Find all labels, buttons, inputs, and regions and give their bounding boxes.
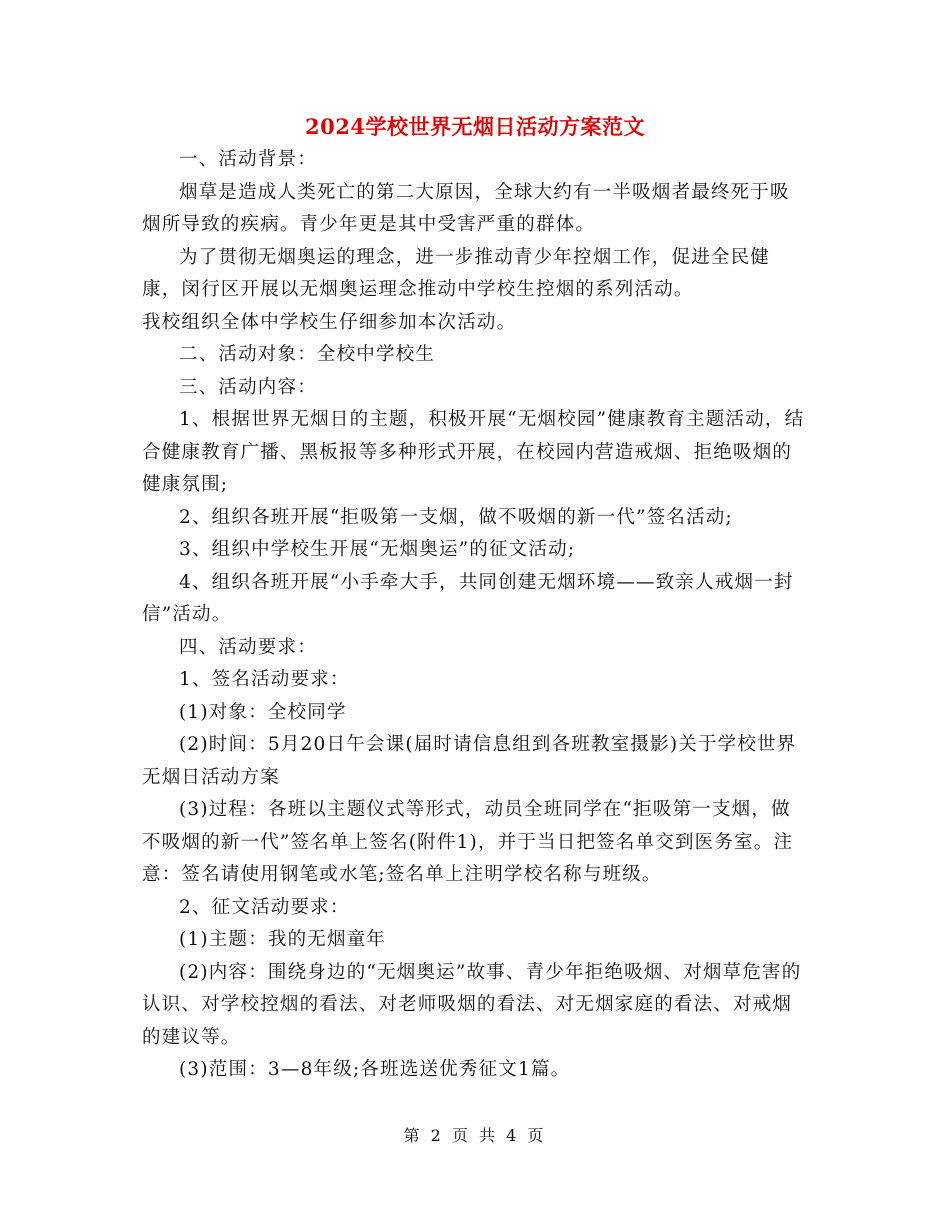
content-item-3: 3、组织中学校生开展“无烟奥运”的征文活动; (179, 539, 576, 560)
requirement-essay-heading: 2、征文活动要求： (179, 896, 350, 918)
document-body (142, 144, 806, 1087)
section-heading-requirements: 四、活动要求： (179, 636, 317, 658)
essay-content: (2)内容：围绕身边的“无烟奥运”故事、青少年拒绝吸烟、对烟草危害的认识、对学校控烟的看法、对老师吸烟的看法、对无烟家庭的看法、对戒烟的建议等。 (142, 961, 802, 1048)
content-item-1: 1、根据世界无烟日的主题，积极开展“无烟校园”健康教育主题活动，结合健康教育广播、黑板报等多种形式开展，在校园内营造戒烟、拒绝吸烟的健康氛围; (142, 409, 805, 495)
document-title: 2024学校世界无烟日活动方案范文 (305, 114, 645, 139)
signature-time: (2)时间：5月20日午会课(届时请信息组到各班教室摄影)关于学校世界无烟日活动方案 (142, 734, 797, 788)
signature-target: (1)对象：全校同学 (179, 701, 347, 723)
page-number-footer: 第 2 页 共 4 页 (403, 1126, 547, 1145)
essay-theme: (1)主题：我的无烟童年 (179, 929, 387, 950)
requirement-signature-heading: 1、签名活动要求： (179, 669, 350, 690)
section-heading-background: 一、活动背景： (179, 149, 317, 170)
content-item-2: 2、组织各班开展“拒吸第一支烟，做不吸烟的新一代”签名活动; (179, 506, 733, 528)
signature-process: (3)过程：各班以主题仪式等形式，动员全班同学在“拒吸第一支烟，做不吸烟的新一代”签名单上签名(附件1)，并于当日把签名单交到医务室。注意：签名请使用钢笔或水笔;签名单上注明学校名称与班级。 (142, 799, 794, 885)
paragraph-participation: 我校组织全体中学校生仔细参加本次活动。 (142, 311, 517, 333)
section-heading-target: 二、活动对象：全校中学校生 (179, 344, 436, 365)
content-item-4: 4、组织各班开展“小手牵大手，共同创建无烟环境——致亲人戒烟一封信”活动。 (142, 571, 794, 625)
section-heading-content: 三、活动内容： (179, 376, 317, 398)
paragraph-purpose: 为了贯彻无烟奥运的理念，进一步推动青少年控烟工作，促进全民健康，闵行区开展以无烟奥运理念推动中学校生控烟的系列活动。 (142, 246, 771, 300)
essay-scope: (3)范围：3—8年级;各班选送优秀征文1篇。 (179, 1059, 571, 1080)
paragraph-background: 烟草是造成人类死亡的第二大原因，全球大约有一半吸烟者最终死于吸烟所导致的疾病。青少年更是其中受害严重的群体。 (142, 181, 790, 235)
